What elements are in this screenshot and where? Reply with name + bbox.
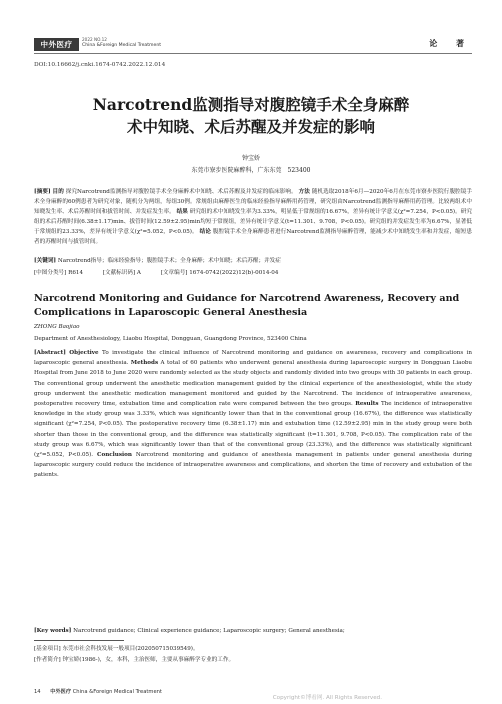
abstract-zh-label: [摘要] [34, 189, 51, 195]
author-zh: 钟宝娇 [241, 155, 260, 162]
classification [34, 268, 472, 276]
results-label-zh: 结果 [176, 209, 188, 215]
header-rule [34, 53, 472, 54]
affiliation-zh: 东莞市寮步医院麻醉科，广东东莞 523400 [191, 167, 311, 174]
results-en: The incidence of intraoperative knowledge in the study group was 3.33%, which was significantly lower than that in the conventional group (16.67%), the difference was statistically significant (χ²=7.254, P<0.05). The postoperative recovery time (6.38±1.17) min and extubation time (12.59±2.95) min in the study group were both shorter than those in the conventional group, and the difference was statistically significant (t=11.301, 9.708, P<0.05). The complication rate of the study group was 6.67%, which was significantly lower than that of the conventional group (23.33%), and the difference was statistically significant (χ²=5.052, P<0.05). [34, 401, 473, 459]
page-number: 14 [34, 689, 41, 695]
methods-zh: 随机选取2018年6月—2020年6月在东莞市寮步医院行腹腔镜手术全身麻醉的60例患者为研究对象，随机分为两组，每组30例。常规组由麻醉医生的临床经验指导麻醉用药管理，研究组由Narcotrend监测指导麻醉用药管理。比较两组术中知晓发生率、术后苏醒时间和拔管时间、并发症发生率。 [34, 189, 473, 215]
keywords-en-text: Narcotrend guidance; Clinical experience guidance; Laparoscopic surgery; General anesthesia; [73, 628, 345, 634]
keywords-en [34, 628, 472, 634]
keywords-en-label: [Key words] [34, 628, 72, 634]
journal-header [34, 38, 472, 58]
author-en: ZHONG Baojiao [34, 324, 80, 330]
keywords-zh-text: Narcotrend指导；临床经验指导；腹腔镜手术；全身麻醉；术中知晓；术后苏醒；并发症 [57, 258, 281, 264]
footnote-rule [34, 640, 124, 641]
objective-label-en: Objective [69, 350, 99, 356]
doi: DOI:10.16662/j.cnki.1674-0742.2022.12.014 [34, 62, 166, 68]
author-bio: [作者简介] 钟宝娇(1986-)，女，本科，主治医师，主要从事麻醉学专业的工作。 [34, 657, 235, 663]
issue-number: 2022 NO.12 [82, 37, 107, 42]
page-footer [34, 688, 162, 695]
section-label: 论 著 [429, 38, 472, 48]
abstract-zh [34, 187, 472, 247]
document-code: [文献标识码] A [102, 270, 141, 276]
copyright-watermark: Copyright©博看网. All Rights Reserved. [272, 695, 382, 701]
objective-en: To investigate the clinical influence of Narcotrend monitoring and guidance on awareness, recovery and complications in laparoscopic general anesthesia. [34, 350, 473, 367]
affiliation-en: Department of Anesthesiology, Liaobu Hospital, Dongguan, Guangdong Province, 523400 China [34, 336, 307, 342]
title-en: Narcotrend Monitoring and Guidance for Narcotrend Awareness, Recovery and Complications in Laparoscopic General Anesthesia [34, 293, 460, 318]
methods-label-zh: 方法 [298, 189, 310, 195]
abstract-en-label: [Abstract] [34, 350, 66, 356]
footer-journal-zh: 中外医疗 [50, 689, 72, 695]
clc-number: [中图分类号] R614 [34, 270, 84, 276]
objective-zh: 探究Narcotrend监测指导对腹腔镜手术全身麻醉术中知晓、术后苏醒及并发症的临床影响。 [65, 189, 297, 195]
keywords-zh-label: [关键词] [34, 258, 57, 264]
article-number: [文章编号] 1674-0742(2022)12(b)-0014-04 [160, 270, 279, 276]
conclusion-label-en: Conclusion [97, 452, 132, 459]
conclusion-label-zh: 结论 [199, 229, 211, 235]
fund-note: [基金项目] 东莞市社会科技发展一般项目(202050715039549)。 [34, 646, 199, 652]
results-zh: 研究组的术中知晓发生率为3.33%，明显低于常规组的16.67%，差异有统计学意义(χ²=7.254，P<0.05)。研究组的术后苏醒时间(6.38±1.17)min、拔管时间(12.59±2.95)min均短于常规组，差异有统计学意义(t=11.301、9.708，P<0.05)。研究组的并发症发生率为6.67%，显著低于常规组的23.33%，差异有统计学意义(χ²=5.052，P<0.05)。 [34, 209, 473, 235]
title-zh-line2: 术中知晓、术后苏醒及并发症的影响 [126, 117, 375, 136]
abstract-en [34, 348, 472, 481]
conclusion-zh: 腹腔镜手术全身麻醉患者进行Narcotrend监测指导麻醉管理，能减少术中知晓发生率和并发症，缩短患者的苏醒时间与拔管时间。 [34, 229, 473, 245]
methods-label-en: Methods [130, 360, 159, 367]
title-zh-line1: Narcotrend监测指导对腹腔镜手术全身麻醉 [92, 95, 410, 114]
journal-logo: 中外医疗 [34, 38, 79, 51]
results-label-en: Results [355, 401, 379, 408]
journal-name-en: China &Foreign Medical Treatment [82, 43, 162, 48]
keywords-zh [34, 256, 472, 266]
conclusion-en: Narcotrend monitoring and guidance of anesthesia management in patients under general anesthesia during laparoscopic surgery could reduce the incidence of intraoperative awareness and complications, and shorten the time of recovery and extubation of the patients. [34, 452, 473, 479]
title-zh [20, 94, 482, 138]
objective-label-zh: 目的 [52, 189, 64, 195]
methods-en: A total of 60 patients who underwent general anesthesia during laparoscopic surgery in Dongguan Liaobu Hospital from June 2018 to June 2020 were randomly selected as the study objects and randomly divided into two groups with 30 patients in each group. The conventional group underwent the anesthetic medication management guided by the clinical experience of the anesthesiologist, while the study group underwent the anesthetic medication management monitored and guided by the Narcotrend. The incidence of intraoperative awareness, postoperative recovery time, extubation time and complication rate were compared between the two groups. [34, 360, 473, 408]
footer-journal-en: China &Foreign Medical Treatment [72, 689, 162, 695]
